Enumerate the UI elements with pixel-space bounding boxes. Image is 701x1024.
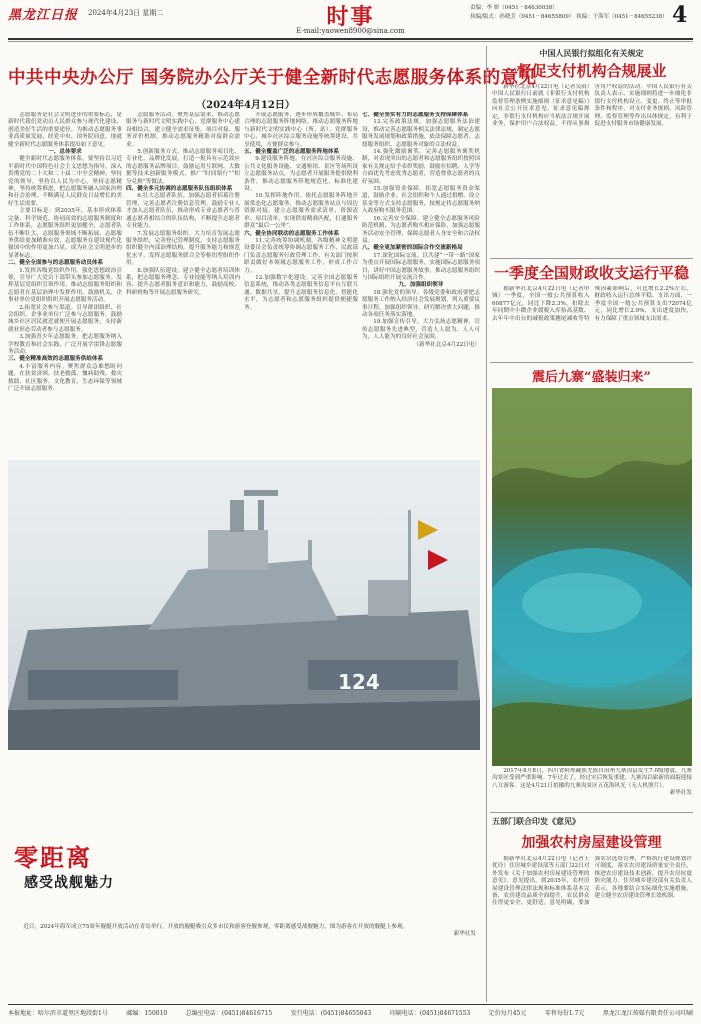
article-kicker: 五部门联合印发《意见》 xyxy=(492,816,580,826)
article-paragraph: 6.壮大志愿者队伍。加强志愿者招募注册管理，完善志愿者注册信息管理，鼓励专业人才加入志愿者队伍，推动形成专业志愿者与普通志愿者相结合的队伍结构，不断提升志愿者专业能力。 xyxy=(126,193,240,230)
article-paragraph: 新华社北京4月22日电（记者吴雨）中国人民银行日前就《非银行支付机构监督管理条例实施细则（征求意见稿）》向社会公开征求意见。征求意见稿规定，非银行支付机构应当依法合规开展业务，保护用户合法权益，不得从事损害用户权益的活动。中国人民银行有关负责人表示，实施细则将进一步细化非银行支付机构设立、变更、终止等审批条件和程序，对支付业务规则、风险管理、监督管理等作出具体规定，有利于促进支付服务市场健康发展。 xyxy=(492,84,692,128)
warship-photo xyxy=(8,460,480,750)
jiuzhaigou-photo xyxy=(492,388,692,766)
section-heading: 八、健全更加紧密的国际合作交流新格局 xyxy=(362,245,463,252)
footer-phone: 总编室电话：(0451)84616715 xyxy=(185,1010,273,1017)
footer-phone: 发行电话：(0451)84655043 xyxy=(290,1010,372,1017)
headline-date: （2024年4月12日） xyxy=(196,100,295,111)
article-paragraph: 18.强化党的领导。各级党委和政府要把志愿服务工作纳入经济社会发展规划，列入重要议事日程，加强组织领导，研究解决重大问题，推动各项任务落实落地。 xyxy=(362,289,480,318)
page-number: 4 xyxy=(672,2,688,28)
footer-address: 本报地址：哈尔滨市道里区地段街1号 xyxy=(8,1010,108,1017)
main-headline: 中共中央办公厅 国务院办公厅关于健全新时代志愿服务体系的意见 xyxy=(8,68,537,88)
editor-line: 责编：李 妍（0451－84630038） xyxy=(470,5,558,11)
photo-feature-subtitle: 感受战舰魅力 xyxy=(24,875,114,891)
article-title: 加强农村房屋建设管理 xyxy=(521,835,662,851)
article-paragraph: 4.丰富服务内容。聚焦群众急难愁盼问题，在扶贫济困、扶老救孤、恤病助残、救灾救助、社区服务、文化教育、生态环保等领域广泛开展志愿服务。 xyxy=(8,363,122,393)
article-paragraph: 17.深化国际交流。以共建“一带一路”国家为重点开展国际志愿服务，实施国际志愿服务项目，讲好中国志愿服务故事，推动志愿服务组织与国际组织开展交流合作。 xyxy=(362,252,480,281)
article-paragraph: 据新华社北京4月22日电（记者王优玲）住房城乡建设部等五部门22日对外发布《关于加强农村房屋建设管理的意见》。意见提出，到2035年，农村房屋建设管理法律法规和标准体系基本完备，农房建设品质全面提升，农民群众住得更安全、更舒适。意见明确，要加强农房选址管理，严格执行建设规划许可制度，落实农房建设质量安全责任，推进农房建设技术创新，提升农房抗震防灾能力。住房城乡建设部有关负责人表示，各地要结合实际细化实施措施，建立健全农房建设管理长效机制。 xyxy=(492,856,692,907)
footer-rule xyxy=(8,1004,693,1005)
section-heading: 一、总体要求 xyxy=(48,149,82,156)
footer xyxy=(8,1008,693,1017)
article-column-2 xyxy=(126,112,240,452)
section-heading: 四、健全多元协调的志愿服务队伍组织体系 xyxy=(126,186,233,193)
article-title: 震后九寨“盛装归来” xyxy=(532,370,651,385)
issue-date: 2024年4月23日 星期二 xyxy=(88,9,164,17)
article-paragraph: 8.加强队伍建设。建立健全志愿者培训体系，把志愿服务理念、专业技能等纳入培训内容，提升志愿者服务意识和能力，鼓励高校、科研机构等开展志愿服务研究。 xyxy=(126,267,240,296)
article-column-3 xyxy=(244,112,358,452)
section-heading: 七、健全坚实有力的志愿服务支持保障体系 xyxy=(362,112,469,118)
article-divider xyxy=(490,812,693,813)
header-rule xyxy=(8,38,693,40)
article-paragraph: 12.加强数字化建设。完善全国志愿服务信息系统，推动各类志愿服务信息平台互联互通、数据共享，提升志愿服务信息化、智能化水平，为志愿者和志愿服务组织提供便捷服务。 xyxy=(244,274,358,311)
article-paragraph: 开展志愿服务，逐步形成覆盖城乡、布局合理的志愿服务阵地网络。推动志愿服务阵地与新时代文明实践中心（所、站）、党群服务中心、城乡社区综合服务设施等统筹建设、共享使用，方便群众参与。 xyxy=(244,112,358,148)
article-paragraph: 1.发挥各级党组织作用。强化思想政治引领，引导广大党员干部带头参加志愿服务。发挥基层党组织引领作用，推动志愿服务组织和志愿者在基层治理中发挥作用。鼓励机关、企事业单位党组织组织开展志愿服务活动。 xyxy=(8,267,122,304)
article-paragraph: 据新华社北京4月22日电（记者申铖）一季度，全国一般公共预算收入60877亿元，同比下降2.3%，扣除去年同期中小微企业缓税入库抬高基数、去年年中出台的减税政策翘尾减收等特殊因素影响后，可比增长2.2%左右，财政收入运行总体平稳。支出方面，一季度全国一般公共预算支出72074亿元，同比增长2.9%，支出进度加快，有力保障了重点领域支出需求。 xyxy=(492,286,692,322)
editor-info xyxy=(470,4,668,22)
editor-line: 执编/版式：孙晓芳（0451－84655809） 执编：于海军（0451－84655238） xyxy=(470,14,668,20)
article-paragraph: 10.发挥阵地作用。依托志愿服务阵地开展常态化志愿服务，推动志愿服务站点与周边资源对接，建立志愿服务需求清单、资源清单、项目清单，实现供需精准匹配，打通服务群众“最后一公里”。 xyxy=(244,193,358,230)
article-paragraph: 7.发展志愿服务组织。大力培育发展志愿服务组织，完善登记管理制度，支持志愿服务组织健全内部治理结构，提升服务能力和规范化水平，发挥志愿服务联合会等枢纽型组织作用。 xyxy=(126,230,240,267)
article-paragraph: 13.完善政策法规。加强志愿服务法治建设，推动完善志愿服务相关法律法规，制定志愿服务发展规划和政策措施，依法保障志愿者、志愿服务组织、志愿服务对象的合法权益。 xyxy=(362,119,480,148)
footer-retail: 零售每份1.7元 xyxy=(544,1010,585,1017)
article-body xyxy=(492,856,692,1002)
article-body xyxy=(492,286,692,356)
lake-illustration xyxy=(492,388,692,766)
article-divider xyxy=(490,362,693,363)
photo-credit: 新华社发 xyxy=(669,790,692,797)
section-heading: 三、健全精准高效的志愿服务供给体系 xyxy=(8,356,104,363)
article-body xyxy=(492,84,692,252)
photo-feature-caption-box xyxy=(8,920,480,992)
column-divider xyxy=(486,46,487,1002)
article-paragraph: 健全新时代志愿服务体系，要坚持以习近平新时代中国特色社会主义思想为指导，深入贯彻党的二十大和二十届二中全会精神，坚持党的领导，坚持以人民为中心，坚持志愿精神，坚持统筹推进，把志愿服务融入国家治理和社会治理，不断满足人民群众日益增长的美好生活需要。 xyxy=(8,156,122,207)
article-paragraph: 19.加强宣传引导。大力弘扬志愿精神，宣传志愿服务先进典型，营造人人愿为、人人可为、人人能为的良好社会氛围。 xyxy=(362,319,480,341)
photo-caption-box xyxy=(492,768,692,810)
article-source: （新华社北京4月22日电） xyxy=(413,341,480,348)
photo-feature-caption: 近日，2024年海军成立75周年舰艇开放活动在青岛举行，开放的舰艇吸引众多市民和游客登舰参观，零距离感受战舰魅力。图为游客在开放的舰艇上参观。 xyxy=(23,924,409,930)
footer-postcode: 邮编：150010 xyxy=(126,1010,168,1017)
article-paragraph: 志愿服务是社会文明进步的重要标志，是新时代我们党动员人民群众参与现代化建设、创造美好生活的重要途径。为推动志愿服务事业高质量发展，经党中央、国务院同意，现就健全新时代志愿服务体系提出如下意见。 xyxy=(8,112,122,148)
article-title: 督促支付机构合规展业 xyxy=(516,62,667,80)
warship-illustration xyxy=(8,460,480,750)
article-paragraph: 5.创新服务方式。推动志愿服务项目化、专业化、品牌化发展，打造一批具有示范效应的志愿服务品牌项目。鼓励运用互联网、大数据等技术创新服务模式，推广“时间银行”“积分兑换”等做法。 xyxy=(126,149,240,185)
section-heading: 六、健全协同联动的志愿服务工作体系 xyxy=(244,230,340,237)
section-title: 时事 xyxy=(326,4,375,30)
article-paragraph: 3.加强青少年志愿服务。把志愿服务纳入学校教育和社会实践，广泛开展学雷锋志愿服务活动。 xyxy=(8,334,122,355)
masthead-logo: 黑龙江日报 xyxy=(8,8,79,23)
article-title: 一季度全国财政收支运行平稳 xyxy=(493,264,689,282)
article-paragraph: 11.完善统筹协调机制。各级精神文明建设委员会负责统筹协调志愿服务工作，民政部门负责志愿服务行政管理工作，有关部门按照职责做好本领域志愿服务工作，形成工作合力。 xyxy=(244,237,358,274)
article-paragraph: 志愿服务活动。聚焦基层需求，推动志愿服务与新时代文明实践中心、党群服务中心建设相结合，建立健全需求征集、项目对接、服务评价机制，推动志愿服务精准对接群众需求。 xyxy=(126,112,240,148)
footer-printer: 黑龙江龙江传媒有限责任公司印刷 xyxy=(602,1010,693,1017)
ship-hull-number: 124 xyxy=(338,670,380,694)
article-paragraph: 16.完善安全保障。建立健全志愿服务风险防范机制，为志愿者购买相应保险，加强志愿服务活动安全管理，保障志愿者人身安全和合法权益。 xyxy=(362,215,480,244)
article-paragraph: 9.建设服务阵地。在社区综合服务设施、公共文化服务设施、交通枢纽、景区等场所设立志愿服务站点，为志愿者开展服务提供便利条件，推动志愿服务阵地规范化、标准化建设。 xyxy=(244,156,358,193)
section-email: E-mail:yaowen8900@sina.com xyxy=(296,27,405,35)
section-heading: 九、加强组织领导 xyxy=(398,282,444,289)
article-kicker: 中国人民银行拟组化有关规定 xyxy=(539,48,644,58)
article-paragraph: 2.拓宽社会参与渠道。引导群团组织、社会组织、企事业单位广泛参与志愿服务，鼓励城乡社区居民就近就便开展志愿服务，支持新就业形态劳动者参与志愿服务。 xyxy=(8,304,122,333)
article-paragraph: 主要目标是：到2035年，基本形成体系完备、科学规范、协同高效的志愿服务制度和工作体系，志愿服务组织更加健全，志愿者队伍不断壮大，志愿服务领域不断拓展，志愿服务供给更加精准有效，志愿服务在建设现代化强国中的作用更加凸显，成为社会文明进步的显著标志。 xyxy=(8,208,122,259)
photo-caption: 2017年8月8日，四川省阿坝藏族羌族自治州九寨沟县发生7.0级地震，九寨沟景区受到严重影响。7年过去了，经过灾后恢复重建，九寨沟以崭新的面貌迎接八方游客。这是4月21日拍摄的九寨沟景区五花海风光（无人机照片）。 xyxy=(492,768,692,789)
footer-price: 定价每月45元 xyxy=(488,1010,527,1017)
footer-phone: 印刷电话：(0451)84671553 xyxy=(389,1010,471,1017)
photo-feature-title: 零距离 xyxy=(14,843,92,872)
header-rule-thin xyxy=(8,41,693,42)
section-heading: 二、健全全面参与的志愿服务动员体系 xyxy=(8,260,104,267)
article-paragraph: 14.强化激励褒奖。完善志愿服务褒奖机制，对表现突出的志愿者和志愿服务组织按照国家有关规定给予表彰奖励，鼓励在招聘、入学等方面优先考虑优秀志愿者，营造尊重志愿者的良好氛围。 xyxy=(362,149,480,185)
article-paragraph: 15.加强资金保障。拓宽志愿服务资金渠道，鼓励企业、社会组织和个人通过捐赠、设立基金等方式支持志愿服务，按规定将志愿服务纳入政府购买服务范围。 xyxy=(362,186,480,215)
article-divider xyxy=(490,258,693,259)
photo-feature-credit: 新华社发 xyxy=(453,931,476,938)
section-heading: 五、健全覆盖广泛的志愿服务阵地体系 xyxy=(244,149,340,156)
